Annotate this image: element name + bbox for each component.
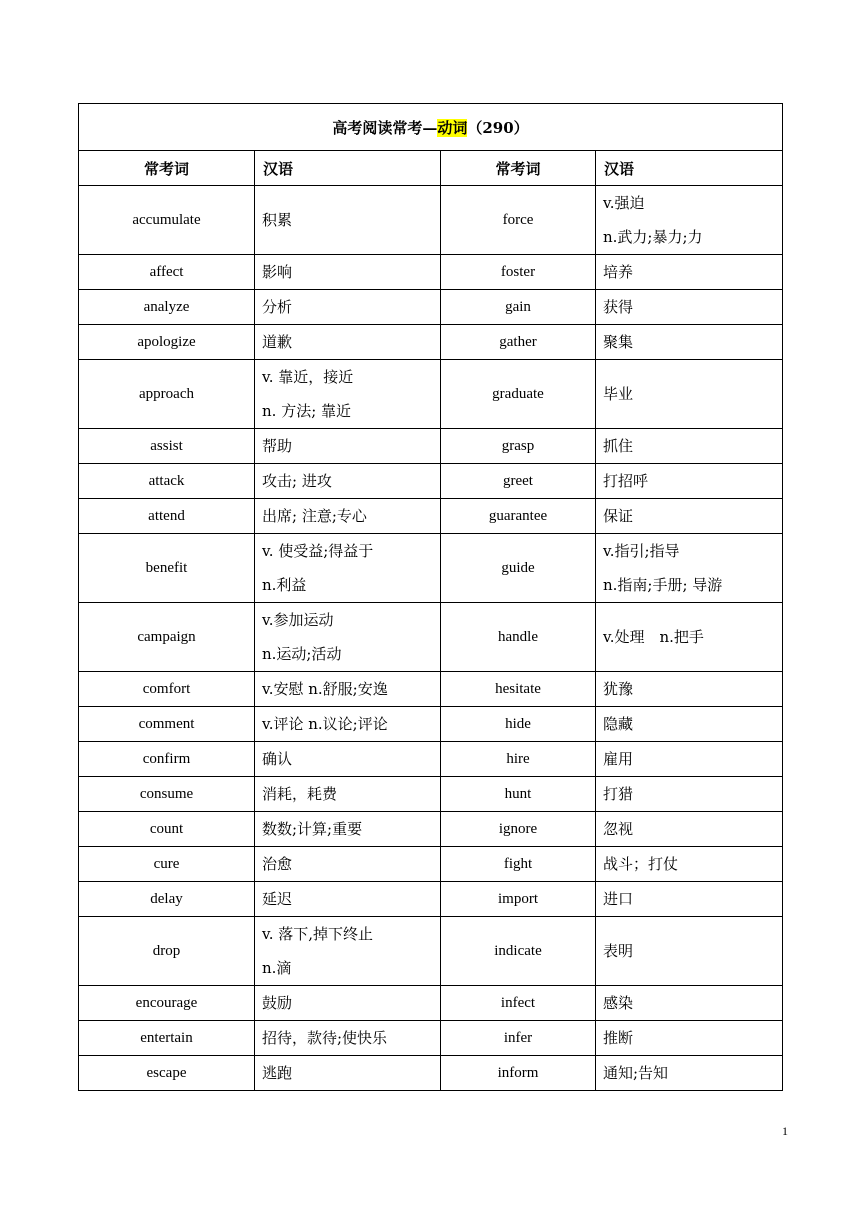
table-row (79, 429, 783, 464)
vocab-word: indicate (441, 917, 596, 986)
meaning-line: 战斗；打仗 (603, 855, 679, 873)
header-meaning-2: 汉语 (596, 151, 783, 186)
meaning-line: 积累 (262, 211, 293, 229)
table-row (79, 499, 783, 534)
meaning-line: 通知;告知 (603, 1064, 669, 1082)
table-row (79, 742, 783, 777)
vocab-meaning (255, 534, 441, 603)
vocab-word: approach (79, 360, 255, 429)
vocab-meaning (255, 742, 441, 777)
vocab-meaning (255, 360, 441, 429)
meaning-line: 推断 (603, 1029, 634, 1047)
meaning-line: v.评论 n.议论;评论 (262, 715, 388, 733)
meaning-line: 延迟 (262, 890, 293, 908)
meaning-line: 数数;计算;重要 (262, 820, 363, 838)
vocab-word: drop (79, 917, 255, 986)
meaning-line: 帮助 (262, 437, 293, 455)
meaning-line: 攻击; 进攻 (262, 472, 332, 490)
vocab-meaning (596, 360, 783, 429)
vocab-word: grasp (441, 429, 596, 464)
vocab-meaning (255, 464, 441, 499)
vocab-meaning (255, 812, 441, 847)
meaning-line: 表明 (603, 942, 634, 960)
vocab-meaning (596, 1056, 783, 1091)
meaning-line: 影响 (262, 263, 293, 281)
vocab-word: guarantee (441, 499, 596, 534)
table-row (79, 777, 783, 812)
vocab-meaning (255, 290, 441, 325)
table-row (79, 534, 783, 603)
meaning-line: v. 落下,掉下终止 (262, 925, 373, 943)
table-row (79, 986, 783, 1021)
meaning-line: v.处理 n.把手 (603, 628, 704, 646)
meaning-line: n. 方法; 靠近 (262, 402, 352, 420)
table-row (79, 325, 783, 360)
vocab-meaning (596, 882, 783, 917)
vocab-word: encourage (79, 986, 255, 1021)
table-row (79, 360, 783, 429)
vocab-word: greet (441, 464, 596, 499)
meaning-line: n.滴 (262, 959, 292, 977)
table-row (79, 464, 783, 499)
vocab-meaning (255, 917, 441, 986)
table-row (79, 186, 783, 255)
vocab-word: cure (79, 847, 255, 882)
vocab-meaning (596, 707, 783, 742)
meaning-line: n.指南;手册; 导游 (603, 576, 723, 594)
vocab-word: affect (79, 255, 255, 290)
vocab-word: foster (441, 255, 596, 290)
meaning-line: 道歉 (262, 333, 293, 351)
meaning-line: 消耗，耗费 (262, 785, 338, 803)
meaning-line: 鼓励 (262, 994, 293, 1012)
table-row (79, 812, 783, 847)
meaning-line: n.武力;暴力;力 (603, 228, 703, 246)
vocab-meaning (596, 603, 783, 672)
table-row (79, 1021, 783, 1056)
vocab-meaning (255, 1021, 441, 1056)
meaning-line: v. 使受益;得益于 (262, 542, 374, 560)
vocab-word: force (441, 186, 596, 255)
header-word-2: 常考词 (441, 151, 596, 186)
meaning-line: 忽视 (603, 820, 634, 838)
meaning-line: 分析 (262, 298, 293, 316)
title-suffix: （290） (467, 118, 529, 137)
meaning-line: v.指引;指导 (603, 542, 680, 560)
vocab-word: analyze (79, 290, 255, 325)
header-meaning-1: 汉语 (255, 151, 441, 186)
meaning-line: 犹豫 (603, 680, 634, 698)
vocab-meaning (255, 1056, 441, 1091)
vocab-word: comfort (79, 672, 255, 707)
meaning-line: 隐藏 (603, 715, 634, 733)
title-highlight: 动词 (437, 118, 468, 137)
table-row (79, 672, 783, 707)
vocab-meaning (596, 847, 783, 882)
vocab-word: consume (79, 777, 255, 812)
vocab-meaning (596, 777, 783, 812)
vocab-word: inform (441, 1056, 596, 1091)
meaning-line: v.强迫 (603, 194, 645, 212)
vocab-word: fight (441, 847, 596, 882)
meaning-line: 打猎 (603, 785, 634, 803)
vocab-meaning (596, 742, 783, 777)
vocab-word: accumulate (79, 186, 255, 255)
vocab-meaning (596, 186, 783, 255)
table-row (79, 603, 783, 672)
meaning-line: 治愈 (262, 855, 293, 873)
vocab-meaning (596, 672, 783, 707)
meaning-line: n.运动;活动 (262, 645, 342, 663)
table-row (79, 707, 783, 742)
vocab-word: import (441, 882, 596, 917)
vocab-meaning (255, 707, 441, 742)
vocab-meaning (255, 499, 441, 534)
vocab-meaning (596, 986, 783, 1021)
vocab-word: attend (79, 499, 255, 534)
vocab-meaning (255, 777, 441, 812)
vocab-word: gain (441, 290, 596, 325)
meaning-line: v.参加运动 (262, 611, 334, 629)
meaning-line: 培养 (603, 263, 634, 281)
meaning-line: 聚集 (603, 333, 634, 351)
vocab-word: campaign (79, 603, 255, 672)
vocab-meaning (255, 603, 441, 672)
vocab-meaning (255, 325, 441, 360)
vocab-meaning (255, 255, 441, 290)
table-row (79, 847, 783, 882)
vocab-meaning (596, 812, 783, 847)
vocab-word: gather (441, 325, 596, 360)
meaning-line: 进口 (603, 890, 634, 908)
vocab-meaning (255, 882, 441, 917)
vocab-meaning (255, 672, 441, 707)
vocab-table (78, 103, 783, 1091)
vocab-meaning (596, 1021, 783, 1056)
vocab-meaning (255, 186, 441, 255)
vocab-meaning (596, 917, 783, 986)
meaning-line: 毕业 (603, 385, 634, 403)
vocab-word: assist (79, 429, 255, 464)
vocab-meaning (596, 464, 783, 499)
meaning-line: 逃跑 (262, 1064, 293, 1082)
vocab-word: delay (79, 882, 255, 917)
vocab-word: apologize (79, 325, 255, 360)
meaning-line: 确认 (262, 750, 293, 768)
vocab-word: hesitate (441, 672, 596, 707)
meaning-line: 抓住 (603, 437, 634, 455)
vocab-meaning (596, 290, 783, 325)
vocab-word: hide (441, 707, 596, 742)
vocab-meaning (596, 499, 783, 534)
meaning-line: v. 靠近，接近 (262, 368, 354, 386)
vocab-word: comment (79, 707, 255, 742)
vocab-word: infer (441, 1021, 596, 1056)
meaning-line: 招待，款待;使快乐 (262, 1029, 388, 1047)
vocab-meaning (255, 429, 441, 464)
vocab-meaning (596, 429, 783, 464)
table-row (79, 917, 783, 986)
meaning-line: v.安慰 n.舒服;安逸 (262, 680, 388, 698)
vocab-word: ignore (441, 812, 596, 847)
vocab-word: guide (441, 534, 596, 603)
vocab-word: infect (441, 986, 596, 1021)
vocab-word: hire (441, 742, 596, 777)
meaning-line: 保证 (603, 507, 634, 525)
page-number: 1 (782, 1124, 788, 1138)
vocab-word: confirm (79, 742, 255, 777)
table-row (79, 255, 783, 290)
vocab-meaning (596, 325, 783, 360)
meaning-line: 获得 (603, 298, 634, 316)
vocab-word: escape (79, 1056, 255, 1091)
meaning-line: 雇用 (603, 750, 634, 768)
meaning-line: 出席; 注意;专心 (262, 507, 367, 525)
vocab-meaning (255, 986, 441, 1021)
page-title (79, 104, 783, 151)
vocab-word: hunt (441, 777, 596, 812)
meaning-line: n.利益 (262, 576, 307, 594)
vocab-word: attack (79, 464, 255, 499)
vocab-word: count (79, 812, 255, 847)
header-word-1: 常考词 (79, 151, 255, 186)
vocab-meaning (596, 534, 783, 603)
vocab-word: benefit (79, 534, 255, 603)
meaning-line: 打招呼 (603, 472, 649, 490)
meaning-line: 感染 (603, 994, 634, 1012)
vocab-meaning (596, 255, 783, 290)
table-row (79, 290, 783, 325)
vocab-word: handle (441, 603, 596, 672)
table-row (79, 1056, 783, 1091)
vocab-meaning (255, 847, 441, 882)
vocab-word: graduate (441, 360, 596, 429)
table-row (79, 882, 783, 917)
vocab-word: entertain (79, 1021, 255, 1056)
title-prefix: 高考阅读常考— (332, 118, 438, 137)
